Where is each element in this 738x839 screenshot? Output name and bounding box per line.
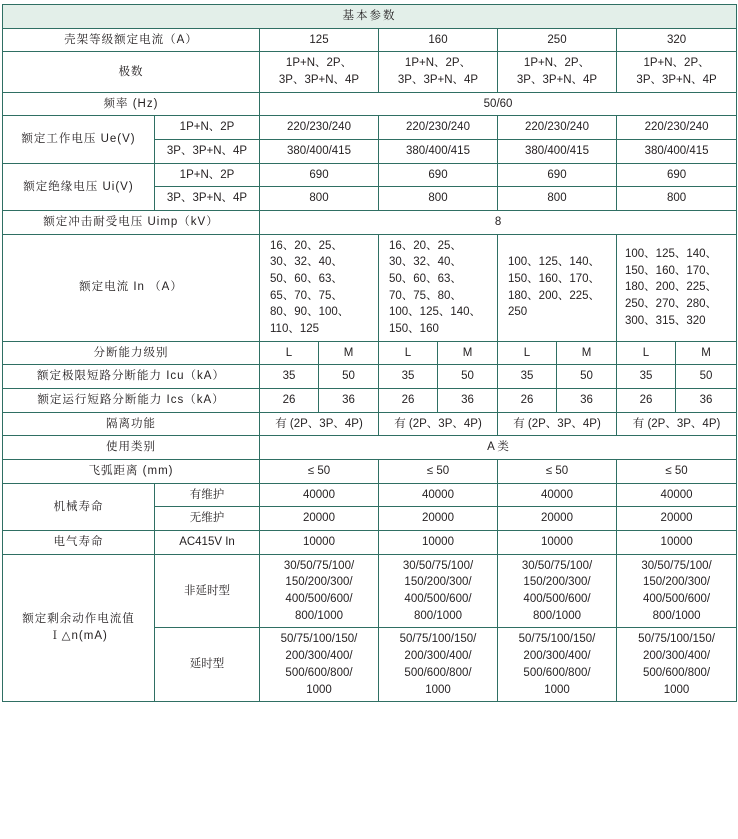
row-sublabel-residual-delay: 延时型 — [155, 628, 260, 702]
cell-poles-250: 1P+N、2P、 3P、3P+N、4P — [498, 52, 617, 92]
table-row-title — [3, 5, 737, 29]
cell-icu-250-l: 35 — [498, 365, 557, 389]
cell-ics-125-m: 36 — [319, 389, 379, 413]
cell-residual-b-125: 50/75/100/150/ 200/300/400/ 500/600/800/ 1000 — [260, 628, 379, 702]
cell-poles-160: 1P+N、2P、 3P、3P+N、4P — [379, 52, 498, 92]
cell-ui-b-160: 800 — [379, 187, 498, 211]
row-sublabel-mech-life-maintained: 有维护 — [155, 483, 260, 507]
cell-breaking-class-160-l: L — [379, 341, 438, 365]
cell-ui-b-125: 800 — [260, 187, 379, 211]
cell-ics-250-l: 26 — [498, 389, 557, 413]
table-row-poles — [3, 52, 737, 92]
cell-residual-a-250: 30/50/75/100/ 150/200/300/ 400/500/600/ 800/1000 — [498, 554, 617, 628]
cell-breaking-class-320-l: L — [617, 341, 676, 365]
table-row-isolation — [3, 412, 737, 436]
row-sublabel-ue-3p: 3P、3P+N、4P — [155, 140, 260, 164]
row-label-usage-type: 使用类别 — [3, 436, 260, 460]
cell-residual-a-320: 30/50/75/100/ 150/200/300/ 400/500/600/ 800/1000 — [617, 554, 737, 628]
cell-ue-b-160: 380/400/415 — [379, 140, 498, 164]
cell-icu-320-l: 35 — [617, 365, 676, 389]
cell-ui-a-160: 690 — [379, 163, 498, 187]
cell-breaking-class-160-m: M — [438, 341, 498, 365]
cell-frame-current-125: 125 — [260, 28, 379, 52]
cell-mech-life-a-320: 40000 — [617, 483, 737, 507]
cell-poles-320: 1P+N、2P、 3P、3P+N、4P — [617, 52, 737, 92]
cell-usage-type-value: A 类 — [260, 436, 737, 460]
cell-ue-a-250: 220/230/240 — [498, 116, 617, 140]
table-row-mech-life-a — [3, 483, 737, 507]
cell-ics-160-l: 26 — [379, 389, 438, 413]
table-row-icu — [3, 365, 737, 389]
cell-rated-current-160: 16、20、25、 30、32、40、 50、60、63、 70、75、80、 100、125、140、 150、160 — [379, 234, 498, 341]
table-row-ue-a — [3, 116, 737, 140]
table-row-arc-distance — [3, 460, 737, 484]
cell-breaking-class-125-l: L — [260, 341, 319, 365]
cell-ue-b-250: 380/400/415 — [498, 140, 617, 164]
cell-arc-distance-160: ≤ 50 — [379, 460, 498, 484]
cell-uimp-value: 8 — [260, 211, 737, 235]
cell-ics-160-m: 36 — [438, 389, 498, 413]
row-sublabel-ui-3p: 3P、3P+N、4P — [155, 187, 260, 211]
cell-residual-b-160: 50/75/100/150/ 200/300/400/ 500/600/800/ 1000 — [379, 628, 498, 702]
cell-breaking-class-250-m: M — [557, 341, 617, 365]
cell-arc-distance-125: ≤ 50 — [260, 460, 379, 484]
cell-residual-b-320: 50/75/100/150/ 200/300/400/ 500/600/800/ 1000 — [617, 628, 737, 702]
cell-frame-current-160: 160 — [379, 28, 498, 52]
cell-icu-320-m: 50 — [676, 365, 737, 389]
row-label-frequency: 频率 (Hz) — [3, 92, 260, 116]
cell-breaking-class-250-l: L — [498, 341, 557, 365]
table-row-elec-life — [3, 531, 737, 555]
cell-rated-current-250: 100、125、140、 150、160、170、 180、200、225、 250 — [498, 234, 617, 341]
cell-elec-life-250: 10000 — [498, 531, 617, 555]
table-row-breaking-class — [3, 341, 737, 365]
cell-ue-a-125: 220/230/240 — [260, 116, 379, 140]
cell-icu-125-l: 35 — [260, 365, 319, 389]
row-label-residual-current: 额定剩余动作电流值 Ｉ△n(mA) — [3, 554, 155, 701]
row-label-elec-life: 电气寿命 — [3, 531, 155, 555]
row-label-icu: 额定极限短路分断能力 Icu（kA） — [3, 365, 260, 389]
cell-icu-160-l: 35 — [379, 365, 438, 389]
cell-mech-life-b-160: 20000 — [379, 507, 498, 531]
row-label-ics: 额定运行短路分断能力 Ics（kA） — [3, 389, 260, 413]
cell-breaking-class-320-m: M — [676, 341, 737, 365]
row-label-ue: 额定工作电压 Ue(V) — [3, 116, 155, 163]
cell-ue-a-320: 220/230/240 — [617, 116, 737, 140]
cell-ui-b-320: 800 — [617, 187, 737, 211]
row-label-frame-current: 壳架等级额定电流（A） — [3, 28, 260, 52]
cell-icu-250-m: 50 — [557, 365, 617, 389]
table-title: 基本参数 — [3, 5, 737, 29]
cell-ui-a-250: 690 — [498, 163, 617, 187]
cell-breaking-class-125-m: M — [319, 341, 379, 365]
table-row-frequency — [3, 92, 737, 116]
table-row-frame-current — [3, 28, 737, 52]
table-row-ui-a — [3, 163, 737, 187]
row-sublabel-residual-nondelay: 非延时型 — [155, 554, 260, 628]
cell-ics-320-l: 26 — [617, 389, 676, 413]
cell-elec-life-160: 10000 — [379, 531, 498, 555]
cell-mech-life-b-250: 20000 — [498, 507, 617, 531]
cell-ui-a-125: 690 — [260, 163, 379, 187]
row-label-isolation: 隔离功能 — [3, 412, 260, 436]
cell-ics-320-m: 36 — [676, 389, 737, 413]
cell-ue-a-160: 220/230/240 — [379, 116, 498, 140]
cell-elec-life-320: 10000 — [617, 531, 737, 555]
cell-frame-current-250: 250 — [498, 28, 617, 52]
cell-isolation-250: 有 (2P、3P、4P) — [498, 412, 617, 436]
cell-frequency-value: 50/60 — [260, 92, 737, 116]
row-label-poles: 极数 — [3, 52, 260, 92]
row-label-ui: 额定绝缘电压 Ui(V) — [3, 163, 155, 210]
row-sublabel-mech-life-unmaintained: 无维护 — [155, 507, 260, 531]
cell-residual-b-250: 50/75/100/150/ 200/300/400/ 500/600/800/ 1000 — [498, 628, 617, 702]
row-label-breaking-class: 分断能力级别 — [3, 341, 260, 365]
cell-arc-distance-250: ≤ 50 — [498, 460, 617, 484]
cell-isolation-125: 有 (2P、3P、4P) — [260, 412, 379, 436]
row-sublabel-ui-1pn2p: 1P+N、2P — [155, 163, 260, 187]
specification-table — [2, 4, 737, 702]
row-label-arc-distance: 飞弧距离 (mm) — [3, 460, 260, 484]
row-sublabel-ue-1pn2p: 1P+N、2P — [155, 116, 260, 140]
cell-elec-life-125: 10000 — [260, 531, 379, 555]
cell-icu-125-m: 50 — [319, 365, 379, 389]
row-label-mech-life: 机械寿命 — [3, 483, 155, 530]
cell-residual-a-160: 30/50/75/100/ 150/200/300/ 400/500/600/ 800/1000 — [379, 554, 498, 628]
cell-mech-life-b-320: 20000 — [617, 507, 737, 531]
row-label-rated-current: 额定电流 In （A） — [3, 234, 260, 341]
cell-icu-160-m: 50 — [438, 365, 498, 389]
cell-mech-life-a-160: 40000 — [379, 483, 498, 507]
cell-ics-250-m: 36 — [557, 389, 617, 413]
table-row-uimp — [3, 211, 737, 235]
cell-isolation-320: 有 (2P、3P、4P) — [617, 412, 737, 436]
table-row-usage-type — [3, 436, 737, 460]
cell-residual-a-125: 30/50/75/100/ 150/200/300/ 400/500/600/ 800/1000 — [260, 554, 379, 628]
cell-ue-b-320: 380/400/415 — [617, 140, 737, 164]
cell-mech-life-a-125: 40000 — [260, 483, 379, 507]
cell-isolation-160: 有 (2P、3P、4P) — [379, 412, 498, 436]
cell-rated-current-125: 16、20、25、 30、32、40、 50、60、63、 65、70、75、 80、90、100、 110、125 — [260, 234, 379, 341]
row-sublabel-elec-life: AC415V In — [155, 531, 260, 555]
table-row-rated-current — [3, 234, 737, 341]
cell-ics-125-l: 26 — [260, 389, 319, 413]
cell-rated-current-320: 100、125、140、 150、160、170、 180、200、225、 250、270、280、 300、315、320 — [617, 234, 737, 341]
cell-arc-distance-320: ≤ 50 — [617, 460, 737, 484]
cell-poles-125: 1P+N、2P、 3P、3P+N、4P — [260, 52, 379, 92]
cell-frame-current-320: 320 — [617, 28, 737, 52]
row-label-uimp: 额定冲击耐受电压 Uimp（kV） — [3, 211, 260, 235]
cell-ui-a-320: 690 — [617, 163, 737, 187]
table-row-residual-current-a — [3, 554, 737, 628]
cell-mech-life-b-125: 20000 — [260, 507, 379, 531]
cell-mech-life-a-250: 40000 — [498, 483, 617, 507]
cell-ui-b-250: 800 — [498, 187, 617, 211]
table-row-ics — [3, 389, 737, 413]
cell-ue-b-125: 380/400/415 — [260, 140, 379, 164]
